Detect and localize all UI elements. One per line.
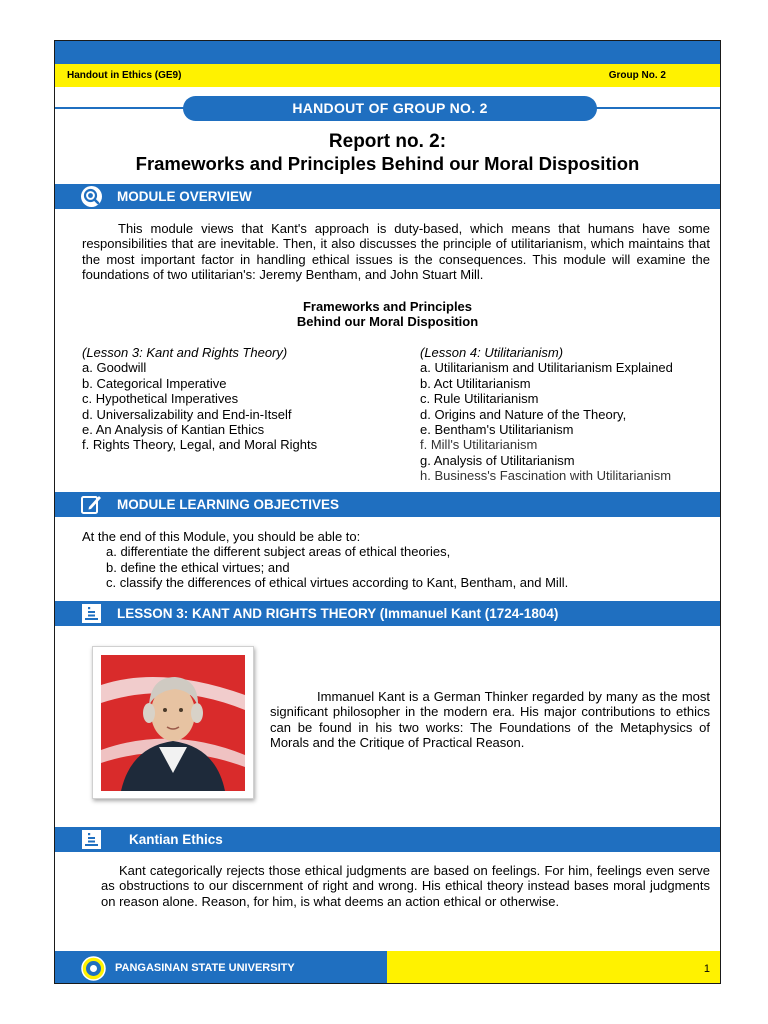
list-item: h. Business's Fascination with Utilitarianism — [420, 468, 672, 484]
lesson3-paragraph: Immanuel Kant is a German Thinker regarded by many as the most significant philosopher in the modern era. His major contributions to ethics can be found in his two works: The Foundations of the Metaphysics of Morals and the Critique of Practical Reason. — [270, 689, 710, 751]
list-heading: (Lesson 4: Utilitarianism) — [420, 345, 564, 360]
objectives-intro: At the end of this Module, you should be able to: — [82, 529, 361, 544]
list-item: a. differentiate the different subject areas of ethical theories, — [106, 544, 451, 560]
frameworks-subtitle-1: Frameworks and Principles — [302, 299, 473, 314]
university-seal-icon — [81, 956, 106, 981]
header-course: Handout in Ethics (GE9) — [67, 70, 182, 81]
section-lesson3 — [55, 601, 720, 626]
section-learning-objectives — [55, 492, 720, 517]
frameworks-subtitle-2: Behind our Moral Disposition — [296, 314, 479, 329]
top-blue-bar — [55, 41, 720, 64]
handout-page — [54, 40, 721, 984]
kant-portrait — [92, 646, 254, 799]
header-yellow-bar — [55, 64, 720, 87]
lesson4-topic-list — [420, 345, 673, 484]
list-item: g. Analysis of Utilitarianism — [420, 452, 575, 468]
section-heading: Kantian Ethics — [129, 832, 223, 847]
list-item: e. Bentham's Utilitarianism — [420, 422, 574, 438]
kantian-paragraph: Kant categorically rejects those ethical judgments are based on feelings. For him, feelings even serve as obstructions to our discernment of right and wrong. His ethical theory instead bases moral judgments on reason alone. Reason, for him, is what deems an action ethical or otherwise. — [101, 863, 710, 909]
overview-paragraph: This module views that Kant's approach is duty-based, which means that humans have some responsibilities that are inevitable. Then, it also discusses the principle of utilitarianism, which maintains that the most important factor in handling ethical issues is the consequences. This module will examine the foundations of two utilitarian's: Jeremy Bentham, and John Stuart Mill. — [82, 221, 710, 283]
list-item: b. define the ethical virtues; and — [106, 559, 290, 575]
footer-page-bar — [387, 951, 721, 984]
list-item: a. Goodwill — [82, 360, 147, 376]
list-item: c. Hypothetical Imperatives — [82, 391, 239, 407]
list-item: b. Categorical Imperative — [82, 375, 227, 391]
list-item: f. Mill's Utilitarianism — [420, 437, 538, 453]
footer-university-name: PANGASINAN STATE UNIVERSITY — [115, 962, 295, 974]
section-heading: LESSON 3: KANT AND RIGHTS THEORY (Immanuel Kant (1724-1804) — [117, 606, 559, 621]
section-heading: MODULE OVERVIEW — [117, 189, 252, 204]
document-icon — [80, 602, 103, 625]
report-subtitle: Frameworks and Principles Behind our Moral Disposition — [135, 153, 640, 174]
document-icon — [80, 828, 103, 851]
section-heading: MODULE LEARNING OBJECTIVES — [117, 497, 340, 512]
footer-university-bar — [55, 951, 387, 984]
list-item: a. Utilitarianism and Utilitarianism Explained — [420, 360, 673, 376]
list-item: b. Act Utilitarianism — [420, 375, 531, 391]
list-item: c. Rule Utilitarianism — [420, 391, 539, 407]
page-number: 1 — [703, 963, 710, 975]
list-item: d. Origins and Nature of the Theory, — [420, 406, 627, 422]
portrait-image — [101, 655, 245, 791]
handout-title-pill: HANDOUT OF GROUP NO. 2 — [183, 96, 597, 121]
list-item: c. classify the differences of ethical virtues according to Kant, Bentham, and Mill. — [106, 575, 569, 591]
list-item: d. Universalizability and End-in-Itself — [82, 406, 292, 422]
list-item: f. Rights Theory, Legal, and Moral Rights — [82, 437, 318, 453]
section-module-overview — [55, 184, 720, 209]
report-title: Report no. 2: — [328, 131, 447, 152]
lesson3-topic-list — [82, 345, 317, 453]
list-heading: (Lesson 3: Kant and Rights Theory) — [82, 345, 288, 360]
section-kantian-ethics — [55, 827, 720, 852]
header-group: Group No. 2 — [608, 70, 666, 81]
list-item: e. An Analysis of Kantian Ethics — [82, 422, 265, 438]
edit-icon — [80, 493, 103, 516]
objectives-list — [82, 529, 568, 591]
magnifier-icon — [80, 185, 103, 208]
